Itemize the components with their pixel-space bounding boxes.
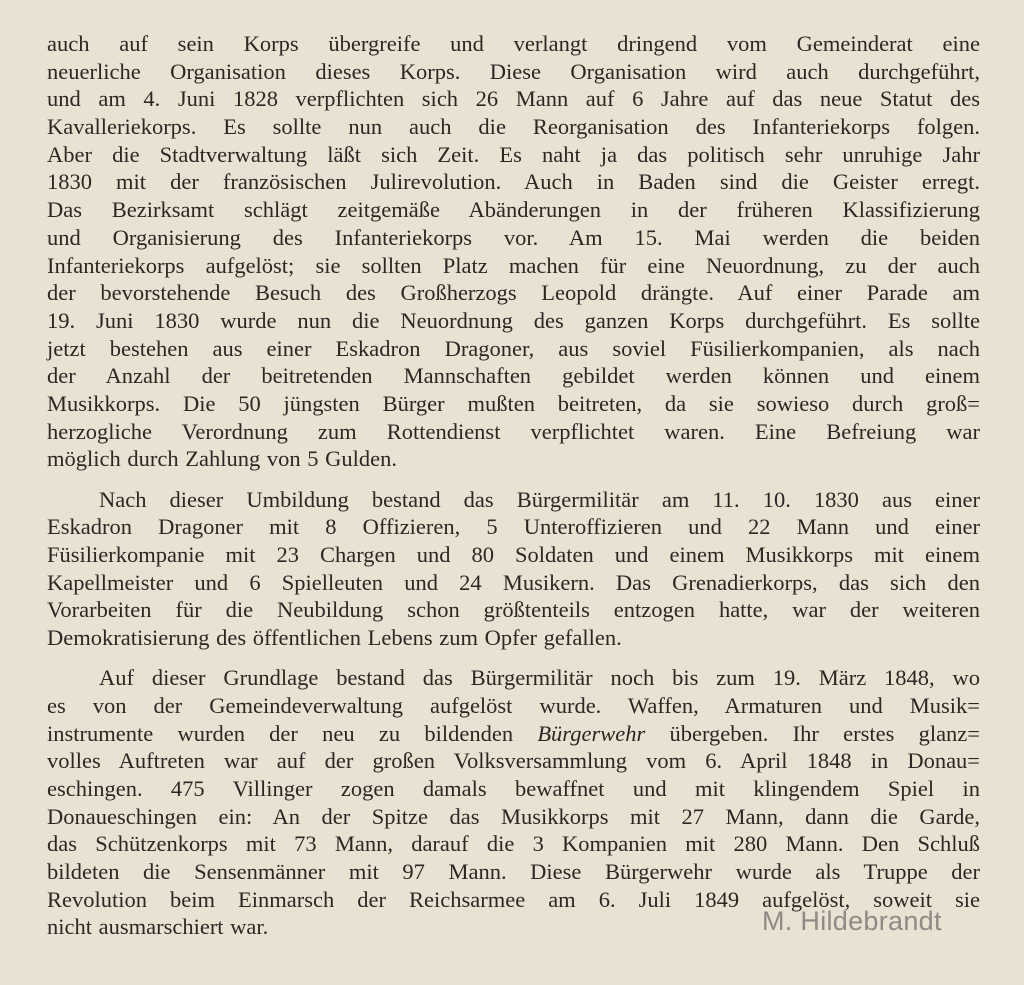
- text-line: Nach dieser Umbildung bestand das Bürgermilitär am 11. 10. 1830 aus einer: [99, 486, 980, 512]
- text-line: Vorarbeiten für die Neubildung schon größtenteils entzogen hatte, war der weiteren: [47, 597, 980, 623]
- text-line: Infanteriekorps aufgelöst; sie sollten Platz machen für eine Neuordnung, zu der auch: [47, 252, 980, 278]
- text-line: Aber die Stadtverwaltung läßt sich Zeit. Es naht ja das politisch sehr unruhige Jahr: [47, 141, 980, 167]
- document-body: [47, 30, 980, 941]
- text-line: der Anzahl der beitretenden Mannschaften gebildet werden können und einem: [47, 363, 980, 389]
- text-line: volles Auftreten war auf der großen Volksversammlung vom 6. April 1848 in Donau=: [47, 748, 980, 774]
- text-line: 19. Juni 1830 wurde nun die Neuordnung des ganzen Korps durchgeführt. Es sollte: [47, 307, 980, 333]
- text-line: und Organisierung des Infanteriekorps vor. Am 15. Mai werden die beiden: [47, 224, 980, 250]
- paragraph: [47, 486, 980, 652]
- italic-term: Bürgerwehr: [537, 720, 646, 746]
- text-line: Demokratisierung des öffentlichen Lebens zum Opfer gefallen.: [47, 624, 622, 650]
- text-line: auch auf sein Korps übergreife und verlangt dringend vom Gemeinderat eine: [47, 31, 980, 56]
- text-line: Kavalleriekorps. Es sollte nun auch die Reorganisation des Infanteriekorps folgen.: [47, 114, 980, 140]
- text-line: Das Bezirksamt schlägt zeitgemäße Abänderungen in der früheren Klassifizierung: [47, 197, 980, 223]
- text-line: nicht ausmarschiert war.: [47, 914, 269, 940]
- text-line: Eskadron Dragoner mit 8 Offizieren, 5 Unteroffizieren und 22 Mann und einer: [47, 514, 980, 540]
- text-line: Füsilierkompanie mit 23 Chargen und 80 Soldaten und einem Musikkorps mit einem: [47, 541, 980, 567]
- text-line: es von der Gemeindeverwaltung aufgelöst wurde. Waffen, Armaturen und Musik=: [47, 692, 980, 718]
- text-line: herzogliche Verordnung zum Rottendienst verpflichtet waren. Eine Befreiung war: [47, 418, 980, 444]
- text-line: Kapellmeister und 6 Spielleuten und 24 Musikern. Das Grenadierkorps, das sich den: [47, 569, 980, 595]
- text-line: Musikkorps. Die 50 jüngsten Bürger mußten beitreten, da sie sowieso durch groß=: [47, 390, 980, 416]
- text-line: [47, 720, 980, 748]
- text-line: neuerliche Organisation dieses Korps. Diese Organisation wird auch durchgeführt,: [47, 58, 980, 84]
- text-line: und am 4. Juni 1828 verpflichten sich 26 Mann auf 6 Jahre auf das neue Statut des: [47, 86, 980, 112]
- text-line: jetzt bestehen aus einer Eskadron Dragoner, aus soviel Füsilierkompanien, als nach: [47, 335, 980, 361]
- text-line: Auf dieser Grundlage bestand das Bürgermilitär noch bis zum 19. März 1848, wo: [99, 665, 980, 691]
- text-line: Donaueschingen ein: An der Spitze das Musikkorps mit 27 Mann, dann die Garde,: [47, 803, 980, 829]
- text-segment: instrumente wurden der neu zu bildenden: [47, 720, 538, 746]
- text-line: der bevorstehende Besuch des Großherzogs Leopold drängte. Auf einer Parade am: [47, 280, 980, 306]
- text-line: eschingen. 475 Villinger zogen damals bewaffnet und mit klingendem Spiel in: [47, 775, 980, 801]
- paragraph: [47, 664, 980, 941]
- text-line: möglich durch Zahlung von 5 Gulden.: [47, 446, 397, 472]
- text-line: 1830 mit der französischen Julirevolution. Auch in Baden sind die Geister erregt.: [47, 169, 980, 195]
- text-line: das Schützenkorps mit 73 Mann, darauf die 3 Kompanien mit 280 Mann. Den Schluß: [47, 831, 980, 857]
- text-line: Revolution beim Einmarsch der Reichsarmee am 6. Juli 1849 aufgelöst, soweit sie: [47, 886, 980, 912]
- text-line: bildeten die Sensenmänner mit 97 Mann. Diese Bürgerwehr wurde als Truppe der: [47, 858, 980, 884]
- text-segment: übergeben. Ihr erstes glanz=: [645, 720, 980, 746]
- paragraph: [47, 30, 980, 473]
- watermark: M. Hildebrandt: [762, 906, 942, 936]
